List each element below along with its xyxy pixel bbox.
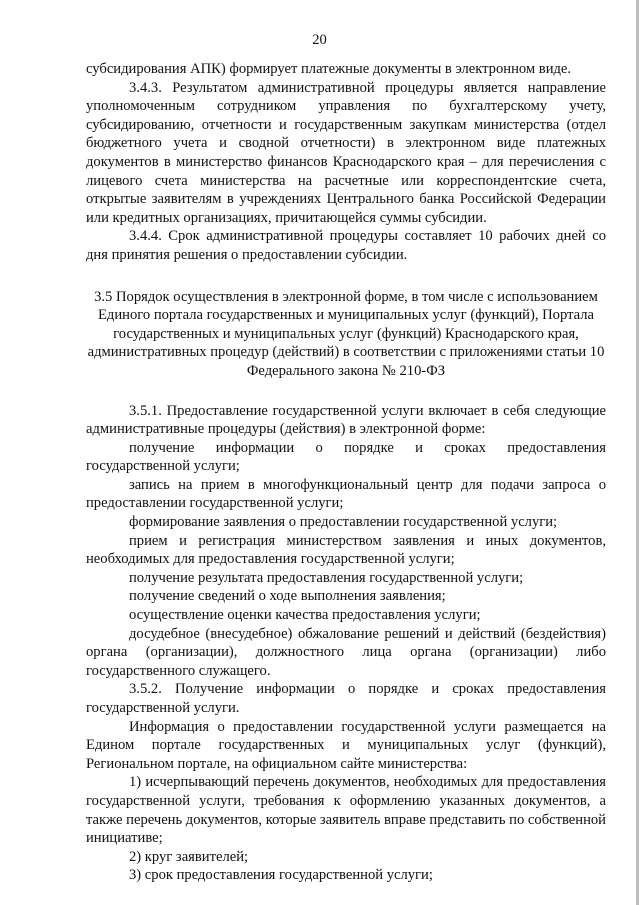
paragraph: 3.4.4. Срок административной процедуры составляет 10 рабочих дней со дня принятия решения о предоставлении субсидии. — [86, 228, 606, 263]
paragraph: получение информации о порядке и сроках предоставления государственной услуги; — [86, 439, 606, 475]
paragraph: получение сведений о ходе выполнения заявления; — [129, 588, 446, 605]
paragraph: 3.5.2. Получение информации о порядке и сроках предоставления государственной услуги. — [86, 681, 606, 716]
paragraph: досудебное (внесудебное) обжалование решений и действий (бездействия) органа (организации), должностного лица органа (организации) либо государственного служащего. — [86, 625, 606, 679]
paragraph: формирование заявления о предоставлении государственной услуги; — [129, 514, 558, 531]
paragraph: 3) срок предоставления государственной услуги; — [129, 867, 433, 884]
document-body — [86, 60, 606, 885]
paragraph: 1) исчерпывающий перечень документов, необходимых для предоставления государственной услуги, требования к оформлению указанных документов, а также перечень документов, которые заявитель вправе представить по собственной инициативе; — [86, 774, 606, 847]
paragraph: получение результата предоставления государственной услуги; — [129, 569, 524, 586]
paragraph: субсидирования АПК) формирует платежные документы в электронном виде. — [86, 61, 572, 77]
paragraph: 3.4.3. Результатом административной процедуры является направление уполномоченным сотрудником управления по бухгалтерскому учету, субсидированию, отчетности и государственным закупкам министерства (отдел бюджетного учета и сводной отчетности) в электронном виде платежных документов в министерство финансов Краснодарского края – для перечисления с лицевого счета министерства на расчетные или корреспондентские счета, открытые заявителям в учреждениях Центрального банка Российской Федерации или кредитных организациях, причитающейся суммы субсидии. — [86, 79, 606, 226]
paragraph: осуществление оценки качества предоставления услуги; — [129, 607, 481, 624]
paragraph: Информация о предоставлении государственной услуги размещается на Едином портале государственных и муниципальных услуг (функций), Региональном портале, на официальном сайте министерства: — [86, 718, 606, 772]
paragraph: запись на прием в многофункциональный центр для подачи запроса о предоставлении государственной услуги; — [86, 476, 606, 512]
paragraphs-after — [86, 402, 606, 885]
paragraph: 3.5.1. Предоставление государственной услуги включает в себя следующие административные процедуры (действия) в электронной форме: — [86, 402, 606, 438]
section-heading: 3.5 Порядок осуществления в электронной форме, в том числе с использованием Единого портала государственных и муниципальных услуг (функций), Портала государственных и муниципальных услуг (функций) Краснодарского края, административных процедур (действий) в соответствии с приложениями статьи 10 Федерального закона № 210-ФЗ — [87, 288, 605, 379]
paragraph: прием и регистрация министерством заявления и иных документов, необходимых для предоставления государственной услуги; — [86, 532, 606, 568]
page-number: 20 — [312, 32, 327, 48]
paragraphs-before — [86, 60, 606, 265]
paragraph: 2) круг заявителей; — [129, 848, 249, 865]
